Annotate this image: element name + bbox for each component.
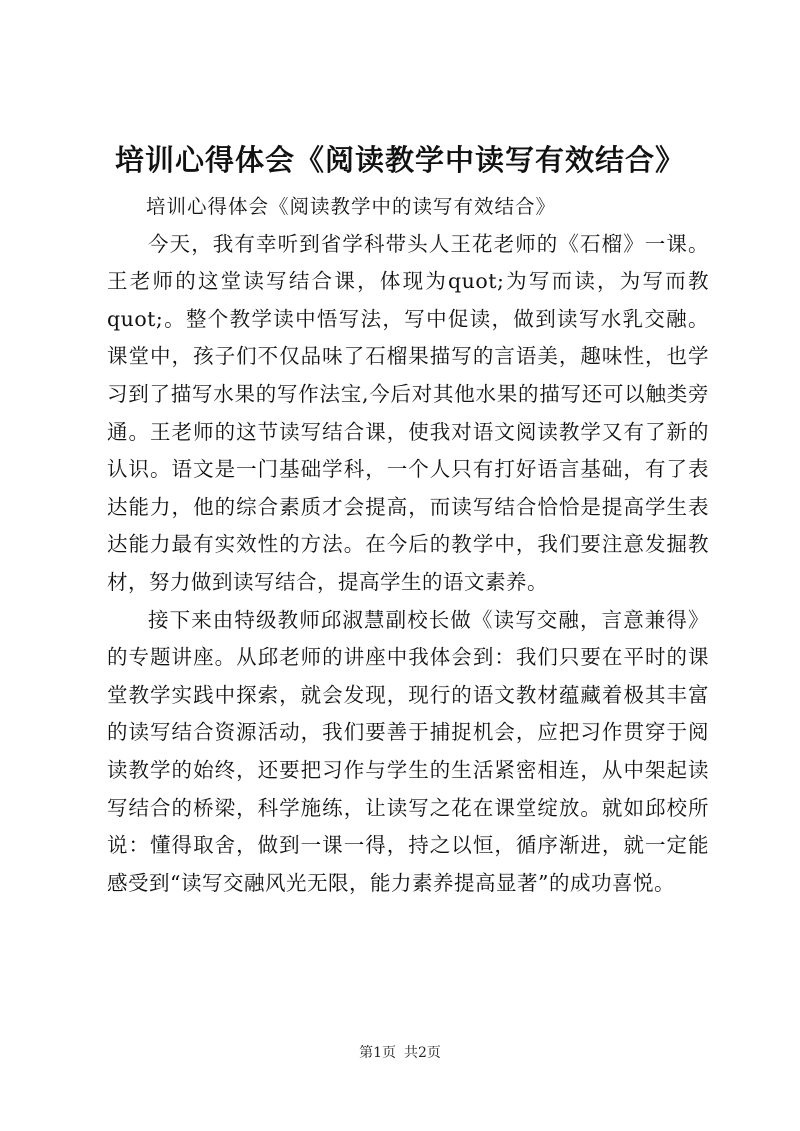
body-paragraph: 接下来由特级教师邱淑慧副校长做《读写交融，言意兼得》的专题讲座。从邱老师的讲座中我体会到：我们只要在平时的课堂教学实践中探索，就会发现，现行的语文教材蕴藏着极其丰富的读写结合资源活动，我们要善于捕捉机会，应把习作贯穿于阅读教学的始终，还要把习作与学生的生活紧密相连，从中架起读写结合的桥梁，科学施练，让读写之花在课堂绽放。就如邱校所说：懂得取舍，做到一课一得，持之以恒，循序渐进，就一定能感受到“读写交融风光无限，能力素养提高显著”的成功喜悦。: [107, 607, 709, 895]
document-body: [107, 188, 709, 902]
page-footer: [0, 1043, 800, 1063]
page-title: 培训心得体会《阅读教学中读写有效结合》: [114, 143, 685, 177]
body-paragraph: 今天，我有幸听到省学科带头人王花老师的《石榴》一课。王老师的这堂读写结合课，体现为quot;为写而读，为写而教quot;。整个教学读中悟写法，写中促读，做到读写水乳交融。课堂中，孩子们不仅品味了石榴果描写的言语美，趣味性，也学习到了描写水果的写作法宝,今后对其他水果的描写还可以触类旁通。王老师的这节读写结合课，使我对语文阅读教学又有了新的认识。语文是一门基础学科，一个人只有打好语言基础，有了表达能力，他的综合素质才会提高，而读写结合恰恰是提高学生表达能力最有实效性的方法。在今后的教学中，我们要注意发掘教材，努力做到读写结合，提高学生的语文素养。: [107, 231, 709, 594]
page-number: 第1页: [359, 1045, 396, 1061]
page-total: 共2页: [404, 1045, 441, 1061]
subtitle-paragraph: 培训心得体会《阅读教学中的读写有效结合》: [146, 195, 557, 218]
